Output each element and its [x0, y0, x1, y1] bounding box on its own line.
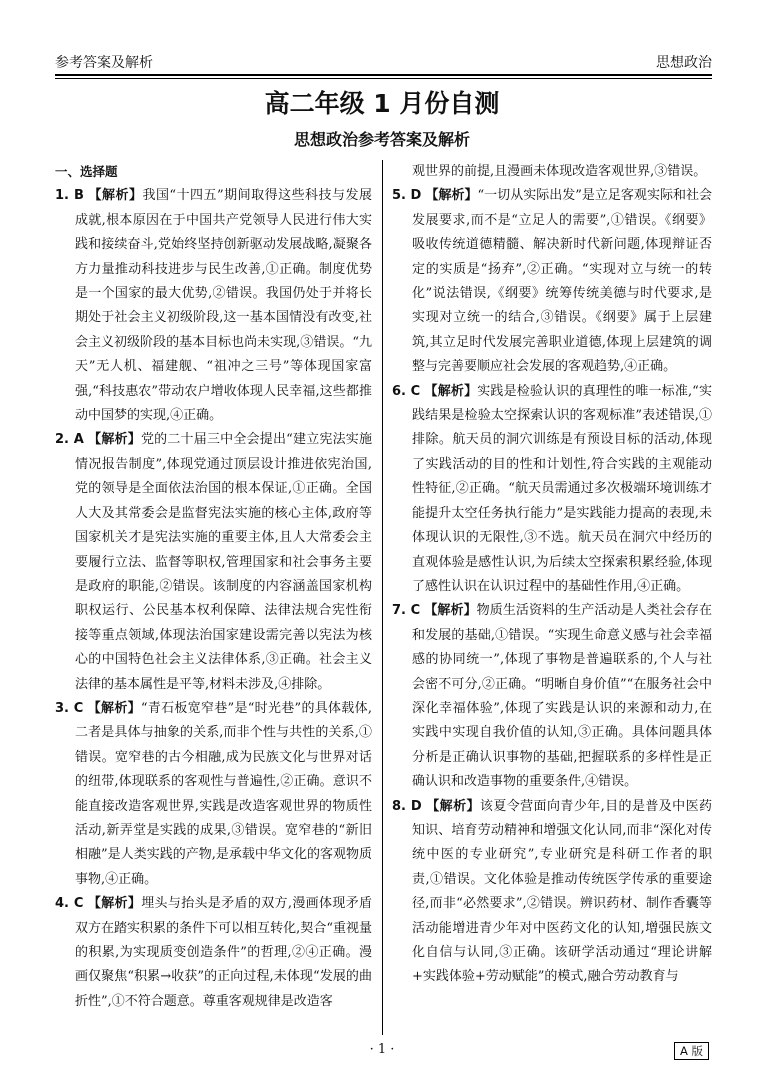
- left-column: [55, 160, 372, 1014]
- answer-number: 1. B: [55, 188, 84, 204]
- answer-item-3: [55, 697, 372, 892]
- answer-item-7: [392, 599, 712, 794]
- answer-item-8: [392, 795, 712, 990]
- answer-item-2: [55, 428, 372, 696]
- answer-number: 6. C: [392, 383, 421, 399]
- right-column: [392, 160, 712, 990]
- answer-number: 8. D: [392, 798, 422, 814]
- answer-item-5: [392, 184, 712, 379]
- page-number: · 1 ·: [369, 1042, 395, 1057]
- page-header: [55, 48, 712, 72]
- version-badge: A 版: [674, 1042, 709, 1060]
- section-heading: 一、选择题: [55, 164, 118, 179]
- answer-number: 2. A: [55, 432, 84, 448]
- answer-text: “青石板宽窄巷”是“时光巷”的具体载体,二者是具体与抽象的关系,而非个性与共性的关系,①错误。宽窄巷的古今相融,成为民族文化与世界对话的纽带,体现联系的客观性与普遍性,②正确。意识不能直接改造客观世界,实践是改造客观世界的物质性活动,新弄堂是实践的成果,③错误。宽窄巷的“新旧相融”是人类实践的产物,是承载中华文化的客观物质事物,④正确。: [75, 700, 372, 887]
- page-title: 高二年级 1 月份自测: [264, 89, 500, 118]
- analysis-tag: 【解析】: [87, 896, 142, 912]
- page-subtitle: 思想政治参考答案及解析: [293, 130, 470, 149]
- analysis-tag: 【解析】: [88, 188, 143, 204]
- answer-item-4: [55, 892, 372, 1014]
- header-rule-thin: [55, 78, 712, 79]
- answer-number: 5. D: [392, 188, 422, 204]
- header-right-label: 思想政治: [656, 55, 712, 71]
- answer-text: 埋头与抬头是矛盾的双方,漫画体现矛盾双方在踏实积累的条件下可以相互转化,契合“重视量的积累,为实现质变创造条件”的哲理,②④正确。漫画仅聚焦“积累→收获”的正向过程,未体现“发展的曲折性”,①不符合题意。尊重客观规律是改造客: [75, 896, 372, 1009]
- answer-number: 4. C: [55, 896, 84, 912]
- analysis-tag: 【解析】: [426, 798, 480, 814]
- analysis-tag: 【解析】: [424, 383, 478, 399]
- answer-number: 7. C: [392, 603, 421, 619]
- answer-text: 该夏令营面向青少年,目的是普及中医药知识、培育劳动精神和增强文化认同,而非“深化对传统中医的专业研究”,专业研究是科研工作者的职责,①错误。文化体验是推动传统医学传承的重要途径,而非“必然要求”,②错误。辨识药材、制作香囊等活动能增进青少年对中医药文化的认知,增强民族文化自信与认同,③正确。该研学活动通过“理论讲解+实践体验+劳动赋能”的模式,融合劳动教育与: [412, 798, 712, 985]
- answer-item-4-continued: 观世界的前提,且漫画未体现改造客观世界,③错误。: [412, 164, 707, 179]
- column-divider: [382, 160, 383, 1035]
- analysis-tag: 【解析】: [424, 603, 477, 619]
- analysis-tag: 【解析】: [87, 700, 141, 716]
- analysis-tag: 【解析】: [88, 432, 141, 448]
- answer-text: 实践是检验认识的真理性的唯一标准,“实践结果是检验太空探索认识的客观标准”表述错误,①排除。航天员的洞穴训练是有预设目标的活动,体现了实践活动的目的性和计划性,符合实践的主观能动性特征,②正确。“航天员需通过多次极端环境训练才能提升太空任务执行能力”是实践能力提高的表现,未体现认识的无限性,③不选。航天员在洞穴中经历的直观体验是感性认识,为后续太空探索积累经验,体现了感性认识在认识过程中的基础性作用,④正确。: [412, 383, 712, 594]
- answer-text: 我国“十四五”期间取得这些科技与发展成就,根本原因在于中国共产党领导人民进行伟大实践和接续奋斗,党始终坚持创新驱动发展战略,凝聚各方力量推动科技进步与民生改善,①正确。制度优势是一个国家的最大优势,②错误。我国仍处于并将长期处于社会主义初级阶段,这一基本国情没有改变,社会主义初级阶段的基本目标也尚未实现,③错误。“九天”无人机、福建舰、“祖冲之三号”等体现国家富强,“科技惠农”带动农户增收体现人民幸福,这些都推动中国梦的实现,④正确。: [75, 188, 372, 424]
- answer-text: 党的二十届三中全会提出“建立宪法实施情况报告制度”,体现党通过顶层设计推进依宪治国,党的领导是全面依法治国的根本保证,①正确。全国人大及其常委会是监督宪法实施的核心主体,政府等国家机关才是宪法实施的重要主体,且人大常委会主要履行立法、监督等职权,管理国家和社会事务主要是政府的职能,②错误。该制度的内容涵盖国家机构职权运行、公民基本权利保障、法律法规合宪性衔接等重点领域,体现法治国家建设需完善以宪法为核心的中国特色社会主义法律体系,③正确。社会主义法律的基本属性是平等,材料未涉及,④排除。: [75, 432, 372, 692]
- answer-text: 物质生活资料的生产活动是人类社会存在和发展的基础,①错误。“实现生命意义感与社会幸福感的协同统一”,体现了事物是普遍联系的,个人与社会密不可分,②正确。“明晰自身价值”“在服务社会中深化幸福体验”,体现了实践是认识的来源和动力,在实践中实现自我价值的认知,③正确。具体问题具体分析是正确认识事物的基础,把握联系的多样性是正确认识和改造事物的重要条件,④错误。: [412, 603, 712, 790]
- answer-item-6: [392, 380, 712, 600]
- answer-item-1: [55, 184, 372, 428]
- answer-text: “一切从实际出发”是立足客观实际和社会发展要求,而不是“立足人的需要”,①错误。《纲要》吸收传统道德精髓、解决新时代新问题,体现辩证否定的实质是“扬弃”,②正确。“实现对立与统一的转化”说法错误,《纲要》统筹传统美德与时代要求,是实现对立统一的结合,③错误。《纲要》属于上层建筑,其立足时代发展完善职业道德,体现上层建筑的调整与完善要顺应社会发展的客观趋势,④正确。: [412, 188, 712, 375]
- header-rule: [55, 74, 712, 76]
- analysis-tag: 【解析】: [425, 188, 478, 204]
- header-left-label: 参考答案及解析: [55, 55, 153, 71]
- answer-number: 3. C: [55, 700, 84, 716]
